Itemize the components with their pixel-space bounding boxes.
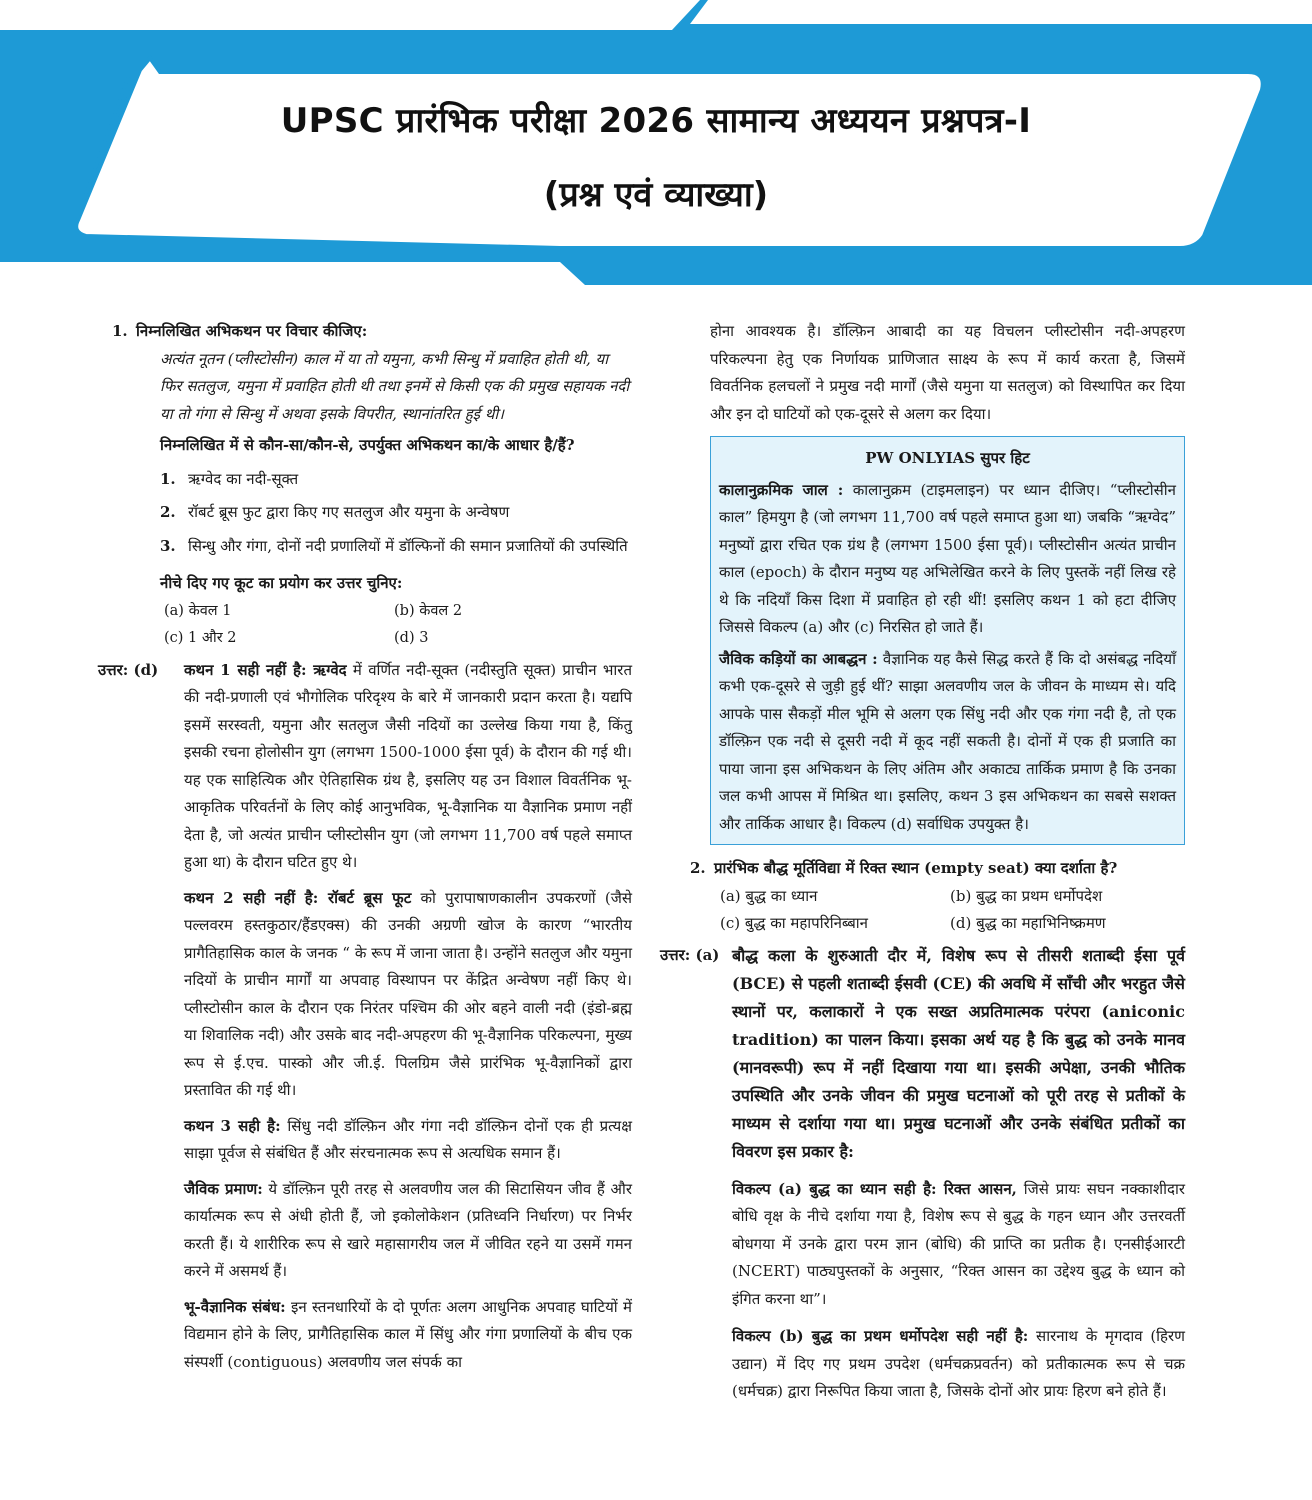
statement-1 (112, 466, 632, 494)
question-1-heading (112, 318, 632, 346)
question-2-heading (660, 855, 1185, 883)
statement-text: ऋग्वेद का नदी-सूक्त (188, 469, 299, 488)
answer-point-heading: कथन 2 सही नहीं है: रॉबर्ट ब्रूस फूट (184, 888, 412, 907)
question-text: निम्नलिखित अभिकथन पर विचार कीजिए: (136, 322, 368, 340)
answer-point-heading: विकल्प (a) बुद्ध का ध्यान सही है: रिक्त आसन, (732, 1179, 1017, 1198)
answer-label: उत्तर: (a) (660, 945, 720, 964)
option-a: (a) केवल 1 (164, 602, 232, 619)
answer-label: उत्तर: (d) (98, 660, 159, 679)
option-d: (d) बुद्ध का महाभिनिष्क्रमण (950, 914, 1106, 932)
statement-number: 1. (160, 469, 176, 488)
left-column (98, 318, 633, 1376)
hit-point-heading: जैविक कड़ियों का आबद्धन : (719, 649, 878, 668)
code-prompt: नीचे दिए गए कूट का प्रयोग कर उत्तर चुनिए: (160, 574, 403, 592)
statement-text: रॉबर्ट ब्रूस फुट द्वारा किए गए सतलुज और यमुना के अन्वेषण (188, 503, 510, 521)
statement-number: 2. (160, 503, 176, 521)
header-banner (0, 0, 1312, 285)
option-b: (b) केवल 2 (394, 602, 463, 619)
answer-point-text: में वर्णित नदी-सूक्त (नदीस्तुति सूक्त) प्राचीन भारत की नदी-प्रणाली एवं भौगोलिक परिदृश्य के बारे में जानकारी प्रदान करता है। यद्यपि इसमें सरस्वती, यमुना और सतलुज जैसी नदियों का उल्लेख किया गया है, किंतु इसकी रचना होलोसीन युग (लगभग 1500-1000 ईसा पूर्व) के दौरान की गई थी। यह एक साहित्यिक और ऐतिहासिक ग्रंथ है, इसलिए यह उन विशाल विवर्तनिक भू-आकृतिक परिवर्तनों के लिए कोई आनुभविक, भू-वैज्ञानिक या वैज्ञानिक प्रमाण नहीं देता है, जो अत्यंत प्राचीन प्लीस्टोसीन युग (जो लगभग 11,700 वर्ष पहले समाप्त हुआ था) के दौरान घटित हुए थे। (184, 660, 632, 871)
right-column (660, 318, 1185, 1406)
option-a: (a) बुद्ध का ध्यान (720, 886, 818, 905)
statement-3 (112, 533, 632, 561)
statement-text: सिन्धु और गंगा, दोनों नदी प्रणालियों में डॉल्फिनों की समान प्रजातियों की उपस्थिति (188, 536, 628, 555)
question-1-options (112, 598, 632, 653)
question-1-assertion: अत्यंत नूतन (प्लीस्टोसीन) काल में या तो यमुना, कभी सिन्धु में प्रवाहित होती थी, या फिर सतलुज, यमुना में प्रवाहित होती थी तथा इनमें से किसी एक की प्रमुख सहायक नदी या तो गंगा से सिन्धु में अथवा इसके विपरीत, स्थानांतरित हुई थी। (160, 349, 630, 423)
option-b: (b) बुद्ध का प्रथम धर्मोपदेश (950, 886, 1103, 905)
answer-point-heading: जैविक प्रमाण: (184, 1179, 263, 1198)
hit-point-text: वैज्ञानिक यह कैसे सिद्ध करते हैं कि दो असंबद्ध नदियाँ कभी एक-दूसरे से जुड़ी हुई थीं? साझा अलवणीय जल के जीवन के माध्यम से। यदि आपके पास सैकड़ों मील भूमि से अलग एक सिंधु नदी और एक गंगा नदी है, तो एक डॉल्फ़िन एक नदी से दूसरी नदी में कूद नहीं सकती है। दोनों में एक ही प्रजाति का पाया जाना इस अभिकथन के लिए अंतिम और अकाट्य तार्किक प्रमाण है कि उनका जल कभी आपस में मिश्रित था। इसलिए, कथन 3 इस अभिकथन का सबसे सशक्त और तार्किक आधार है। विकल्प (d) सर्वाधिक उपयुक्त है। (719, 649, 1176, 833)
statement-number: 3. (160, 536, 176, 555)
answer-point-text: सिंधु नदी डॉल्फ़िन और गंगा नदी डॉल्फ़िन दोनों एक ही प्रत्यक्ष साझा पूर्वज से संबंधित हैं और संरचनात्मक रूप से अत्यधिक समान हैं। (184, 1116, 632, 1162)
answer-point-heading: कथन 3 सही है: (184, 1116, 281, 1135)
answer-point-text: जिसे प्रायः सघन नक्काशीदार बोधि वृक्ष के नीचे दर्शाया गया है, विशेष रूप से बुद्ध के गहन ध्यान और उत्तरवर्ती बोधगया में उनके द्वारा परम ज्ञान (बोधि) की प्राप्ति का प्रतीक है। एनसीईआरटी (NCERT) पाठ्यपुस्तकों के अनुसार, “रिक्त आसन का उद्देश्य बुद्ध के ध्यान को इंगित करना था”। (732, 1179, 1185, 1308)
hit-point-heading: कालानुक्रमिक जाल : (719, 480, 844, 499)
answer-continuation: होना आवश्यक है। डॉल्फ़िन आबादी का यह विचलन प्लीस्टोसीन नदी-अपहरण परिकल्पना हेतु एक निर्णायक प्राणिजात साक्ष्य के रूप में कार्य करता है, जिसमें विवर्तनिक हलचलों ने प्रमुख नदी मार्गों (जैसे यमुना या सतलुज) को विस्थापित कर दिया और इन दो घाटियों को एक-दूसरे से अलग कर दिया। (710, 322, 1185, 423)
page-title: UPSC प्रारंभिक परीक्षा 2026 सामान्य अध्ययन प्रश्नपत्र-I (280, 101, 1032, 141)
question-number: 2. (690, 859, 706, 877)
question-1-subquestion: निम्नलिखित में से कौन-सा/कौन-से, उपर्युक्त अभिकथन का/के आधार है/हैं? (160, 436, 575, 454)
answer-point-text: सारनाथ के मृगदाव (हिरण उद्यान) में दिए गए प्रथम उपदेश (धर्मचक्रप्रवर्तन) को प्रतीकात्मक रूप से चक्र (धर्मचक्र) द्वारा निरूपित किया जाता है, जिसके दोनों ओर प्रायः हिरण बने होते हैं। (732, 1327, 1186, 1400)
answer-point-heading: विकल्प (b) बुद्ध का प्रथम धर्मोपदेश सही नहीं है: (732, 1327, 1029, 1345)
answer-point-heading: भू-वैज्ञानिक संबंध: (184, 1297, 286, 1316)
question-number: 1. (112, 322, 128, 340)
answer-point-text: ये डॉल्फ़िन पूरी तरह से अलवणीय जल की सिटासियन जीव हैं और कार्यात्मक रूप से अंधी होती हैं, जो इकोलोकेशन (प्रतिध्वनि निर्धारण) पर निर्भर करती हैं। ये शारीरिक रूप से खारे महासागरीय जल में जीवित रहने या उसमें गमन करने में असमर्थ हैं। (184, 1179, 633, 1280)
answer-main-text: बौद्ध कला के शुरुआती दौर में, विशेष रूप से तीसरी शताब्दी ईसा पूर्व (BCE) से पहली शताब्दी ईसवी (CE) की अवधि में साँची और भरहुत जैसे स्थानों पर, कलाकारों ने एक सख्त अप्रतिमात्मक परंपरा (aniconic tradition) का पालन किया। इसका अर्थ यह है कि बुद्ध को उनके मानव (मानवरूपी) रूप में नहीं दिखाया गया था। इसकी अपेक्षा, उनकी भौतिक उपस्थिति और उनके जीवन की प्रमुख घटनाओं को पूरी तरह से प्रतीकों के माध्यम से दर्शाया गया था। प्रमुख घटनाओं और उनके संबंधित प्रतीकों का विवरण इस प्रकार है: (732, 945, 1185, 1161)
question-2-options (660, 883, 1185, 938)
answer-point-heading: कथन 1 सही नहीं है: ऋग्वेद (184, 660, 347, 679)
question-2-answer (660, 942, 1185, 1166)
super-hit-title: PW ONLYIAS सुपर हिट (865, 449, 1030, 467)
super-hit-box (710, 436, 1185, 845)
answer-point-text: इन स्तनधारियों के दो पूर्णतः अलग आधुनिक अपवाह घाटियों में विद्यमान होने के लिए, प्रागैतिहासिक काल में सिंधु और गंगा प्रणालियों के बीच एक संस्पर्शी (contiguous) अलवणीय जल संपर्क का (184, 1297, 632, 1371)
option-c: (c) बुद्ध का महापरिनिब्बान (720, 914, 868, 932)
page-subtitle: (प्रश्न एवं व्याख्या) (543, 175, 769, 215)
option-c: (c) 1 और 2 (164, 630, 237, 646)
question-1-answer (98, 657, 632, 877)
hit-point-text: कालानुक्रम (टाइमलाइन) पर ध्यान दीजिए। “प्लीस्टोसीन काल” हिमयुग है (जो लगभग 11,700 वर्ष पहले समाप्त हुआ था) जबकि “ऋग्वेद” मनुष्यों द्वारा रचित एक ग्रंथ है (लगभग 1500 ईसा पूर्व)। प्लीस्टोसीन अत्यंत प्राचीन काल (epoch) के दौरान मनुष्य यह अभिलेखित करने के लिए पुस्तकें नहीं लिख रहे थे कि नदियाँ किस दिशा में प्रवाहित हो रही थीं! इसलिए कथन 1 को हटा दीजिए जिससे विकल्प (a) और (c) निरसित हो जाते हैं। (719, 480, 1176, 636)
question-text: प्रारंभिक बौद्ध मूर्तिविद्या में रिक्त स्थान (empty seat) क्या दर्शाता है? (714, 859, 1118, 877)
statement-2 (112, 499, 632, 527)
option-d: (d) 3 (394, 630, 429, 646)
answer-point-text: को पुरापाषाणकालीन उपकरणों (जैसे पल्लवरम हस्तकुठार/हैंडएक्स) की उनकी अग्रणी खोज के कारण “भारतीय प्रागैतिहासिक काल के जनक “ के रूप में जाना जाता है। उन्होंने सतलुज और यमुना नदियों के प्राचीन मार्गों या अपवाह विस्थापन पर केंद्रित अन्वेषण नहीं किए थे। प्लीस्टोसीन काल के दौरान एक निरंतर पश्चिम की ओर बहने वाली नदी (इंडो-ब्रह्म या शिवालिक नदी) और उसके बाद नदी-अपहरण की भू-वैज्ञानिक परिकल्पना, मुख्य रूप से ई.एच. पास्को और जी.ई. पिलग्रिम जैसे प्रारंभिक भू-वैज्ञानिकों द्वारा प्रस्तावित की गई थी। (184, 888, 632, 1099)
